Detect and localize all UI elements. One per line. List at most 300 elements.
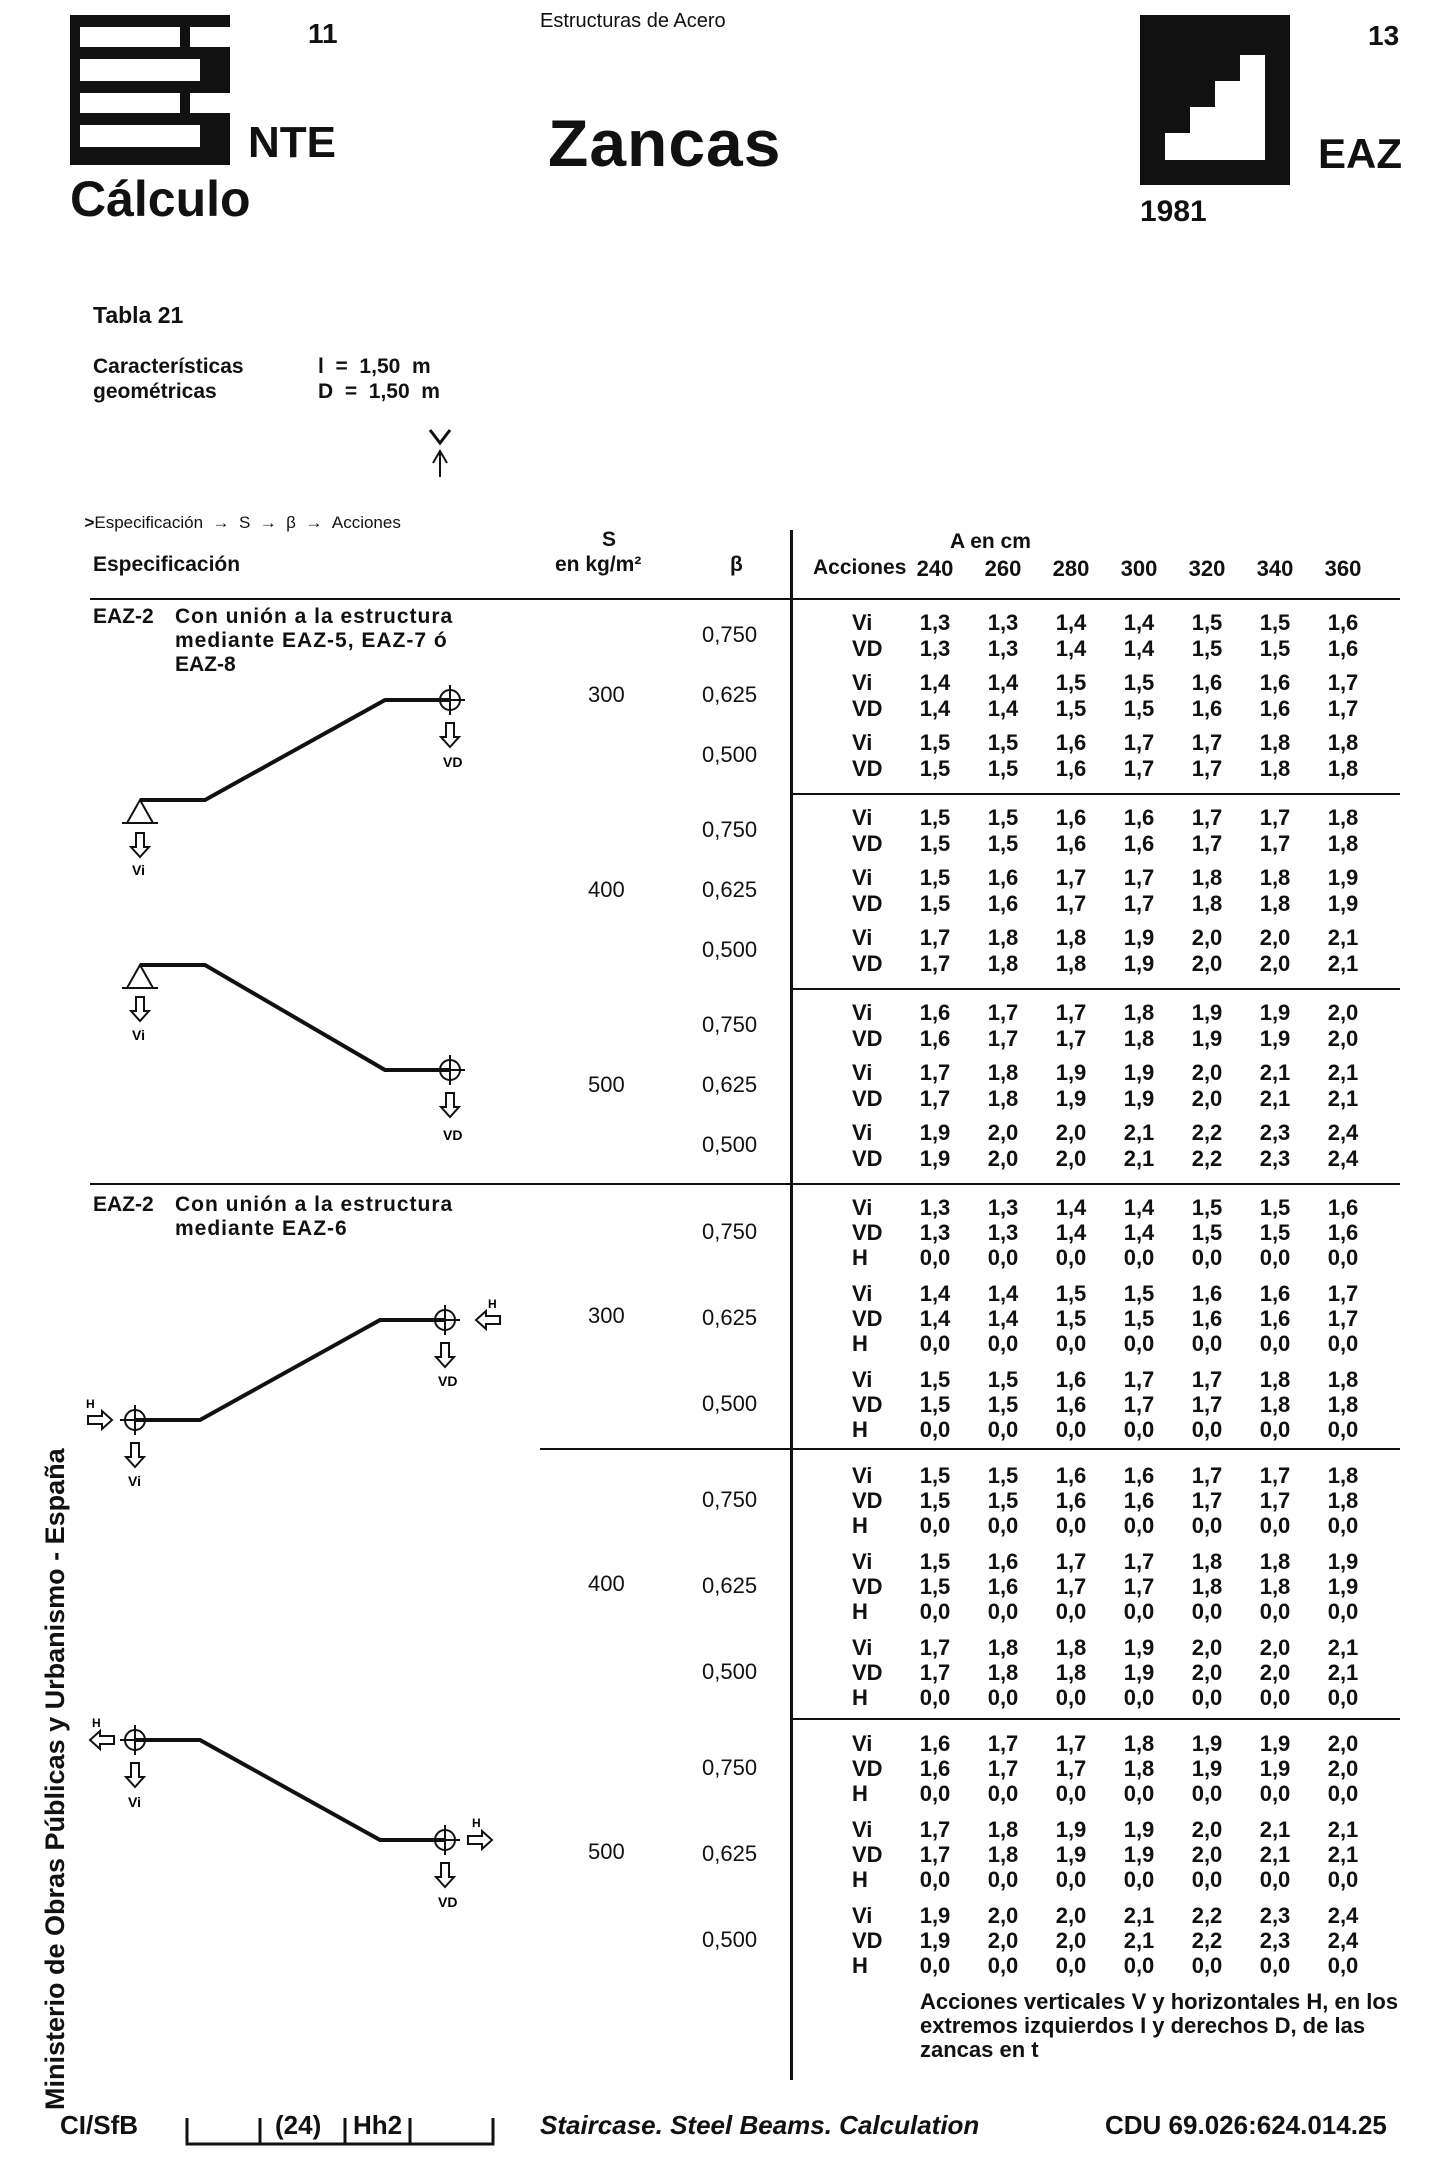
sec2-label-vi: Vi xyxy=(852,1903,873,1928)
sec2-cell-vi: 2,0 xyxy=(1327,1731,1359,1756)
sec2-cell-h: 0,0 xyxy=(1123,1685,1155,1710)
sec2-label-vi: Vi xyxy=(852,1195,873,1220)
sec1-cell-vi: 1,6 xyxy=(1123,805,1155,830)
sec2-cell-vi: 1,6 xyxy=(1191,1281,1223,1306)
sec2-cell-vi: 1,3 xyxy=(987,1195,1019,1220)
sec1-s-400: 400 xyxy=(588,876,625,902)
sec1-cell-vd: 1,9 xyxy=(1123,1086,1155,1111)
sec2-cell-vd: 1,7 xyxy=(1123,1574,1155,1599)
spec2-code: EAZ-2 xyxy=(93,1193,154,1216)
sec2-label-vi: Vi xyxy=(852,1817,873,1842)
sec1-cell-vi: 1,4 xyxy=(987,670,1019,695)
sec2-cell-h: 0,0 xyxy=(919,1781,951,1806)
sec1-cell-vi: 1,7 xyxy=(1123,865,1155,890)
sec2-cell-vd: 1,9 xyxy=(1055,1842,1087,1867)
sec1-cell-vd: 1,6 xyxy=(1123,831,1155,856)
sec2-cell-vd: 2,2 xyxy=(1191,1928,1223,1953)
sec1-cell-vi: 1,5 xyxy=(919,805,951,830)
diagram-ascending-pinned xyxy=(110,675,510,875)
sec1-cell-vi: 1,8 xyxy=(1259,730,1291,755)
spec1 xyxy=(93,605,154,629)
sec2-cell-vi: 1,4 xyxy=(919,1281,951,1306)
sec2-cell-vi: 1,8 xyxy=(987,1635,1019,1660)
sec2-cell-vi: 1,9 xyxy=(919,1903,951,1928)
sec1-label-vd: VD xyxy=(852,951,883,976)
sec1-cell-vi: 2,0 xyxy=(1055,1120,1087,1145)
sec1-cell-vi: 2,3 xyxy=(1259,1120,1291,1145)
sec1-label-vd: VD xyxy=(852,1086,883,1111)
sec2-cell-h: 0,0 xyxy=(1123,1331,1155,1356)
sec2-cell-vd: 1,4 xyxy=(1055,1220,1087,1245)
sec2-cell-vi: 1,6 xyxy=(987,1549,1019,1574)
diag3-vd-label: VD xyxy=(438,1373,458,1389)
sec1-cell-vd: 2,4 xyxy=(1327,1146,1359,1171)
sec2-cell-vd: 1,6 xyxy=(919,1756,951,1781)
sec1-cell-vi: 1,5 xyxy=(1259,610,1291,635)
sec1-cell-vi: 1,7 xyxy=(919,1060,951,1085)
sec1-cell-vi: 2,0 xyxy=(987,1120,1019,1145)
sec1-cell-vi: 1,6 xyxy=(919,1000,951,1025)
sec1-cell-vi: 1,9 xyxy=(1259,1000,1291,1025)
sec1-cell-vd: 1,7 xyxy=(1327,696,1359,721)
sec2-cell-vd: 2,0 xyxy=(1055,1928,1087,1953)
header-rule xyxy=(90,598,1400,600)
sec2-label-vd: VD xyxy=(852,1392,883,1417)
sec2-label-h: H xyxy=(852,1685,868,1710)
sec2-cell-vd: 1,9 xyxy=(1123,1660,1155,1685)
sec2-cell-vd: 1,8 xyxy=(1327,1488,1359,1513)
sec2-cell-vd: 1,7 xyxy=(987,1756,1019,1781)
stair-logo-icon xyxy=(1140,15,1290,185)
sec2-cell-h: 0,0 xyxy=(1191,1331,1223,1356)
sec1-beta-300-2: 0,500 xyxy=(702,742,758,767)
footer-cisfb: CI/SfB xyxy=(60,2110,138,2140)
sec1-cell-vi: 1,5 xyxy=(987,730,1019,755)
sec1-cell-vi: 1,4 xyxy=(1055,610,1087,635)
sec1-cell-vd: 2,0 xyxy=(1327,1026,1359,1051)
sec2-cell-vd: 1,8 xyxy=(1123,1756,1155,1781)
sec1-cell-vd: 1,4 xyxy=(1055,636,1087,661)
geom-d-value: D = 1,50 m xyxy=(318,380,440,403)
sec2-cell-h: 0,0 xyxy=(1123,1599,1155,1624)
col-header-s-unit: en kg/m² xyxy=(555,553,642,576)
sec1-cell-vd: 1,7 xyxy=(987,1026,1019,1051)
sec2-label-h: H xyxy=(852,1781,868,1806)
sec2-cell-vd: 2,4 xyxy=(1327,1928,1359,1953)
sec2-cell-vd: 1,7 xyxy=(919,1660,951,1685)
diag4-h-right-label: H xyxy=(472,1816,481,1830)
sec1-cell-vd: 1,5 xyxy=(919,756,951,781)
sec2-cell-vd: 1,4 xyxy=(919,1306,951,1331)
sec1-cell-vi: 1,8 xyxy=(1259,865,1291,890)
diag3-h-right-label: H xyxy=(488,1297,497,1311)
sec1-label-vd: VD xyxy=(852,1146,883,1171)
sec2-cell-vd: 1,8 xyxy=(1259,1574,1291,1599)
sec1-cell-vd: 2,0 xyxy=(1055,1146,1087,1171)
sec2-cell-vi: 1,7 xyxy=(1123,1549,1155,1574)
sec2-cell-h: 0,0 xyxy=(1259,1685,1291,1710)
sec2-s-500: 500 xyxy=(588,1839,625,1864)
a-header-260: 260 xyxy=(984,556,1022,581)
sec1-cell-vd: 1,6 xyxy=(987,891,1019,916)
sec2-cell-h: 0,0 xyxy=(919,1599,951,1624)
sec1-label-vd: VD xyxy=(852,1026,883,1051)
sec1-cell-vi: 2,0 xyxy=(1191,925,1223,950)
sec2-cell-vd: 1,5 xyxy=(987,1488,1019,1513)
diagram-descending-h xyxy=(80,1715,520,1935)
sec1-cell-vi: 1,6 xyxy=(987,865,1019,890)
sec1-cell-vi: 1,9 xyxy=(1327,865,1359,890)
sec1-cell-vi: 1,3 xyxy=(919,610,951,635)
diag1-vi-label: Vi xyxy=(132,862,145,875)
spec1-line1: Con unión a la estructura xyxy=(175,605,454,628)
page-number-left: 11 xyxy=(308,18,338,49)
sec1-cell-vd: 1,5 xyxy=(1123,696,1155,721)
sec1-label-vi: Vi xyxy=(852,805,873,830)
sec2-cell-h: 0,0 xyxy=(1123,1781,1155,1806)
sec2-label-vi: Vi xyxy=(852,1635,873,1660)
sec2-cell-h: 0,0 xyxy=(987,1781,1019,1806)
sec1-cell-vd: 1,5 xyxy=(919,891,951,916)
sec1-label-vi: Vi xyxy=(852,1120,873,1145)
sidebar-publisher: Ministerio de Obras Públicas y Urbanismo - España xyxy=(40,1448,70,2110)
sec1-cell-vd: 1,6 xyxy=(1191,696,1223,721)
sec2-cell-vi: 1,4 xyxy=(1123,1195,1155,1220)
sec2-cell-h: 0,0 xyxy=(987,1417,1019,1442)
sec2-cell-vi: 2,0 xyxy=(987,1903,1019,1928)
sec1-cell-vi: 1,5 xyxy=(1191,610,1223,635)
sec2-cell-vd: 1,5 xyxy=(1123,1306,1155,1331)
sec1-cell-vd: 1,7 xyxy=(1191,756,1223,781)
a-header-240: 240 xyxy=(916,556,954,581)
sec2-cell-vd: 1,5 xyxy=(1055,1306,1087,1331)
sec2-cell-vd: 1,5 xyxy=(1259,1220,1291,1245)
sec1-cell-vi: 2,2 xyxy=(1191,1120,1223,1145)
sec2-cell-h: 0,0 xyxy=(1327,1685,1359,1710)
sec2-cell-vi: 1,8 xyxy=(987,1817,1019,1842)
sec2-cell-vd: 1,5 xyxy=(987,1392,1019,1417)
sec1-cell-vi: 2,1 xyxy=(1259,1060,1291,1085)
sec2-cell-h: 0,0 xyxy=(1327,1331,1359,1356)
sec2-cell-vd: 2,1 xyxy=(1327,1660,1359,1685)
sec2-cell-vi: 2,1 xyxy=(1327,1817,1359,1842)
sec2-label-vd: VD xyxy=(852,1928,883,1953)
sec1-cell-vi: 1,8 xyxy=(1327,730,1359,755)
sec2-cell-vi: 1,7 xyxy=(919,1817,951,1842)
sec2-cell-vd: 2,1 xyxy=(1259,1842,1291,1867)
sec2-cell-h: 0,0 xyxy=(987,1245,1019,1270)
sec1-cell-vd: 2,0 xyxy=(987,1146,1019,1171)
sec2-cell-vi: 1,8 xyxy=(1191,1549,1223,1574)
sec2-cell-vd: 1,7 xyxy=(1259,1488,1291,1513)
sec2-cell-vi: 1,5 xyxy=(1055,1281,1087,1306)
geom-label-1: Características xyxy=(93,355,244,378)
sec1-label-vd: VD xyxy=(852,756,883,781)
sec2-label-h: H xyxy=(852,1417,868,1442)
sec2-cell-h: 0,0 xyxy=(1259,1331,1291,1356)
sec2-cell-h: 0,0 xyxy=(1055,1953,1087,1978)
sec2-cell-h: 0,0 xyxy=(919,1867,951,1892)
sec2-cell-vi: 1,5 xyxy=(1259,1195,1291,1220)
sec2-cell-vi: 1,8 xyxy=(1055,1635,1087,1660)
sec1-label-vi: Vi xyxy=(852,865,873,890)
sec1-label-vi: Vi xyxy=(852,670,873,695)
sec1-cell-vi: 1,6 xyxy=(1055,730,1087,755)
sec2-s-300: 300 xyxy=(588,1303,625,1328)
sec1-cell-vd: 2,2 xyxy=(1191,1146,1223,1171)
sec2-cell-vi: 1,7 xyxy=(1055,1549,1087,1574)
sec1-cell-vd: 1,4 xyxy=(987,696,1019,721)
sec1-cell-vd: 1,9 xyxy=(1191,1026,1223,1051)
sec2-s-400: 400 xyxy=(588,1571,625,1596)
sec2-label-vd: VD xyxy=(852,1756,883,1781)
rule-s400-b xyxy=(540,1448,1400,1450)
sec2-cell-vd: 1,7 xyxy=(1327,1306,1359,1331)
footer-code: (24) xyxy=(275,2110,322,2140)
sec2-cell-vd: 2,0 xyxy=(987,1928,1019,1953)
sec2-cell-h: 0,0 xyxy=(987,1867,1019,1892)
sec2-cell-h: 0,0 xyxy=(919,1953,951,1978)
sec2-cell-h: 0,0 xyxy=(1055,1513,1087,1538)
sec1-cell-vi: 1,5 xyxy=(987,805,1019,830)
sec2-cell-h: 0,0 xyxy=(1191,1781,1223,1806)
sec2-cell-vd: 1,9 xyxy=(1259,1756,1291,1781)
sec2-label-h: H xyxy=(852,1331,868,1356)
sec2-cell-h: 0,0 xyxy=(1123,1953,1155,1978)
sec2-cell-h: 0,0 xyxy=(1055,1245,1087,1270)
sec1-label-vd: VD xyxy=(852,696,883,721)
sec2-cell-vi: 1,4 xyxy=(987,1281,1019,1306)
sec2-cell-h: 0,0 xyxy=(1191,1599,1223,1624)
footer-code2: Hh2 xyxy=(353,2110,403,2140)
eaz-label: EAZ xyxy=(1318,130,1402,177)
sec1-cell-vi: 1,6 xyxy=(1191,670,1223,695)
sec1-beta-400-0: 0,750 xyxy=(702,817,758,842)
sec1-cell-vi: 1,7 xyxy=(1259,805,1291,830)
sec2-cell-vi: 1,3 xyxy=(919,1195,951,1220)
footer-center: Staircase. Steel Beams. Calculation xyxy=(540,2110,980,2140)
sec2-cell-vi: 2,0 xyxy=(1191,1817,1223,1842)
sec1-beta-300-0: 0,750 xyxy=(702,622,758,647)
sec2-cell-h: 0,0 xyxy=(1259,1513,1291,1538)
sec2-beta-400-0: 0,750 xyxy=(702,1486,758,1512)
sec2-cell-vd: 1,6 xyxy=(1191,1306,1223,1331)
sec1-label-vd: VD xyxy=(852,636,883,661)
sec1-label-vd: VD xyxy=(852,891,883,916)
sec1-cell-vd: 1,7 xyxy=(1123,756,1155,781)
col-header-spec: Especificación xyxy=(93,553,241,576)
sec1-cell-vd: 1,8 xyxy=(1191,891,1223,916)
sec2-cell-vd: 1,7 xyxy=(919,1842,951,1867)
diag3-h-left-label: H xyxy=(86,1397,95,1411)
sec2-cell-vd: 1,9 xyxy=(1123,1842,1155,1867)
acciones-divider xyxy=(790,530,793,2080)
sec2-cell-vd: 1,8 xyxy=(1191,1574,1223,1599)
sec1-cell-vd: 1,8 xyxy=(1327,831,1359,856)
diag4-vd-label: VD xyxy=(438,1894,458,1910)
sec2-cell-vi: 1,8 xyxy=(1123,1731,1155,1756)
sec2-cell-h: 0,0 xyxy=(919,1417,951,1442)
sec2-cell-vi: 2,2 xyxy=(1191,1903,1223,1928)
sec1-cell-vd: 2,1 xyxy=(1123,1146,1155,1171)
sec2-cell-vd: 1,6 xyxy=(1123,1488,1155,1513)
sec2-cell-vd: 1,7 xyxy=(1055,1574,1087,1599)
sec2-beta-300-1: 0,625 xyxy=(702,1304,758,1330)
sec2-cell-vd: 1,6 xyxy=(1055,1392,1087,1417)
sec2-cell-vi: 2,0 xyxy=(1191,1635,1223,1660)
sec2-cell-h: 0,0 xyxy=(919,1685,951,1710)
sec1-cell-vd: 1,8 xyxy=(1259,891,1291,916)
sec2-cell-h: 0,0 xyxy=(1259,1867,1291,1892)
sec1-cell-vd: 2,1 xyxy=(1259,1086,1291,1111)
sec1-cell-vi: 1,8 xyxy=(1327,805,1359,830)
rule-s400-a xyxy=(790,793,1400,795)
year-label: 1981 xyxy=(1140,195,1207,228)
sec1-cell-vi: 2,0 xyxy=(1259,925,1291,950)
sec2-label-h: H xyxy=(852,1513,868,1538)
sec2-cell-vi: 1,7 xyxy=(1191,1367,1223,1392)
sec1-label-vi: Vi xyxy=(852,610,873,635)
sec1-cell-vi: 1,8 xyxy=(1191,865,1223,890)
sec1-label-vd: VD xyxy=(852,831,883,856)
sec2-cell-vd: 1,8 xyxy=(1259,1392,1291,1417)
sec1-cell-vi: 1,8 xyxy=(1123,1000,1155,1025)
sec1-cell-vi: 1,7 xyxy=(1055,1000,1087,1025)
sec1-cell-vd: 2,0 xyxy=(1259,951,1291,976)
sec1-cell-vd: 1,3 xyxy=(919,636,951,661)
sec1-cell-vd: 1,9 xyxy=(919,1146,951,1171)
sec2-cell-h: 0,0 xyxy=(1123,1513,1155,1538)
sec2-beta-400-1: 0,625 xyxy=(702,1572,758,1598)
sec2-cell-vi: 1,5 xyxy=(1191,1195,1223,1220)
sec2-cell-h: 0,0 xyxy=(987,1599,1019,1624)
sec1-label-vi: Vi xyxy=(852,1060,873,1085)
diag3-vi-label: Vi xyxy=(128,1473,141,1489)
sec1-s-300: 300 xyxy=(588,681,625,707)
diagram-descending-pinned xyxy=(110,945,510,1145)
sec1-cell-vd: 1,7 xyxy=(919,951,951,976)
sec2-cell-vi: 2,3 xyxy=(1259,1903,1291,1928)
sec2-cell-vi: 1,7 xyxy=(1191,1463,1223,1488)
sec2-cell-vi: 1,9 xyxy=(1055,1817,1087,1842)
spec2-line2: mediante EAZ-6 xyxy=(175,1217,348,1240)
sec2-cell-vi: 1,7 xyxy=(1327,1281,1359,1306)
sec1-cell-vi: 1,7 xyxy=(987,1000,1019,1025)
sec1-cell-vd: 1,8 xyxy=(1123,1026,1155,1051)
sec1-cell-vd: 1,5 xyxy=(1191,636,1223,661)
a-header-340: 340 xyxy=(1256,556,1294,581)
sec2-cell-vi: 1,6 xyxy=(1259,1281,1291,1306)
sec1-cell-vd: 1,8 xyxy=(987,951,1019,976)
sec2-cell-vd: 1,6 xyxy=(987,1574,1019,1599)
diag2-vi-label: Vi xyxy=(132,1027,145,1043)
table-label: Tabla 21 xyxy=(93,302,184,328)
sec1-cell-vd: 1,9 xyxy=(1055,1086,1087,1111)
rule-s500-b xyxy=(790,1718,1400,1720)
sec1-cell-vd: 1,4 xyxy=(1123,636,1155,661)
sec2-cell-h: 0,0 xyxy=(1191,1417,1223,1442)
sec2-cell-vi: 1,9 xyxy=(1191,1731,1223,1756)
sec1-cell-vi: 1,7 xyxy=(1055,865,1087,890)
sec2-cell-vd: 1,6 xyxy=(1055,1488,1087,1513)
nte-logo-icon xyxy=(70,15,230,165)
sec2-cell-h: 0,0 xyxy=(1259,1599,1291,1624)
sec2-cell-vi: 1,5 xyxy=(1123,1281,1155,1306)
sec1-cell-vi: 1,9 xyxy=(1123,925,1155,950)
sec2-cell-vd: 2,0 xyxy=(1191,1842,1223,1867)
sec1-cell-vi: 2,1 xyxy=(1123,1120,1155,1145)
sec2-cell-vd: 1,7 xyxy=(1123,1392,1155,1417)
sec2-cell-vi: 1,6 xyxy=(1055,1367,1087,1392)
sec2-cell-vd: 1,5 xyxy=(1191,1220,1223,1245)
sec1-cell-vi: 1,4 xyxy=(1123,610,1155,635)
sec2-cell-h: 0,0 xyxy=(1055,1781,1087,1806)
sec2-cell-vi: 1,8 xyxy=(1259,1367,1291,1392)
sec1-cell-vd: 2,1 xyxy=(1327,1086,1359,1111)
sec1-cell-vi: 1,9 xyxy=(1055,1060,1087,1085)
footer-cdu: CDU 69.026:624.014.25 xyxy=(1105,2110,1387,2140)
sec1-cell-vd: 1,5 xyxy=(987,756,1019,781)
sec1-cell-vi: 1,7 xyxy=(919,925,951,950)
sec2-cell-h: 0,0 xyxy=(1055,1599,1087,1624)
sec1-cell-vi: 1,6 xyxy=(1327,610,1359,635)
sec1-cell-vd: 1,6 xyxy=(1055,756,1087,781)
sec2-cell-vd: 2,0 xyxy=(1191,1660,1223,1685)
flow-arrows-icon xyxy=(425,425,455,485)
sec2-cell-h: 0,0 xyxy=(1191,1953,1223,1978)
sec1-cell-vi: 2,1 xyxy=(1327,925,1359,950)
sec2-cell-h: 0,0 xyxy=(1191,1513,1223,1538)
sec2-cell-h: 0,0 xyxy=(1259,1781,1291,1806)
sec2-cell-vi: 1,5 xyxy=(919,1549,951,1574)
geom-l-value: l = 1,50 m xyxy=(318,355,431,378)
sec2-cell-vd: 1,7 xyxy=(1191,1488,1223,1513)
sec2-label-h: H xyxy=(852,1867,868,1892)
sec1-cell-vd: 1,4 xyxy=(919,696,951,721)
sec2-cell-h: 0,0 xyxy=(919,1245,951,1270)
spec2-line1: Con unión a la estructura xyxy=(175,1193,454,1216)
sec2-cell-vd: 1,3 xyxy=(987,1220,1019,1245)
sec2-label-vd: VD xyxy=(852,1574,883,1599)
sec1-cell-vd: 1,6 xyxy=(1259,696,1291,721)
sec2-cell-vi: 1,5 xyxy=(987,1367,1019,1392)
sec2-cell-vi: 1,9 xyxy=(1123,1635,1155,1660)
sec1-cell-vi: 2,1 xyxy=(1327,1060,1359,1085)
sec1-cell-vd: 1,6 xyxy=(1327,636,1359,661)
sec2-cell-vd: 1,9 xyxy=(1327,1574,1359,1599)
sec1-cell-vd: 1,7 xyxy=(1123,891,1155,916)
nte-label: NTE xyxy=(248,118,336,167)
sec1-cell-vi: 1,5 xyxy=(1055,670,1087,695)
sec2-cell-vi: 1,6 xyxy=(1327,1195,1359,1220)
calculo-label: Cálculo xyxy=(70,171,251,227)
sec2-beta-400-2: 0,500 xyxy=(702,1658,758,1684)
sec2-cell-h: 0,0 xyxy=(1055,1417,1087,1442)
sec1-label-vi: Vi xyxy=(852,730,873,755)
sec1-cell-vd: 1,9 xyxy=(1123,951,1155,976)
sec2-cell-vi: 1,5 xyxy=(987,1463,1019,1488)
sec1-cell-vd: 1,5 xyxy=(987,831,1019,856)
sec2-cell-vi: 1,7 xyxy=(1259,1463,1291,1488)
sec2-cell-h: 0,0 xyxy=(1327,1245,1359,1270)
sec2-cell-vi: 1,7 xyxy=(1055,1731,1087,1756)
sec1-cell-vd: 1,5 xyxy=(919,831,951,856)
sec2-cell-h: 0,0 xyxy=(1191,1867,1223,1892)
sec2-cell-vd: 1,8 xyxy=(1327,1392,1359,1417)
sec1-beta-400-2: 0,500 xyxy=(702,937,758,962)
sec2-cell-vd: 2,1 xyxy=(1327,1842,1359,1867)
sec1-cell-vi: 1,8 xyxy=(1055,925,1087,950)
